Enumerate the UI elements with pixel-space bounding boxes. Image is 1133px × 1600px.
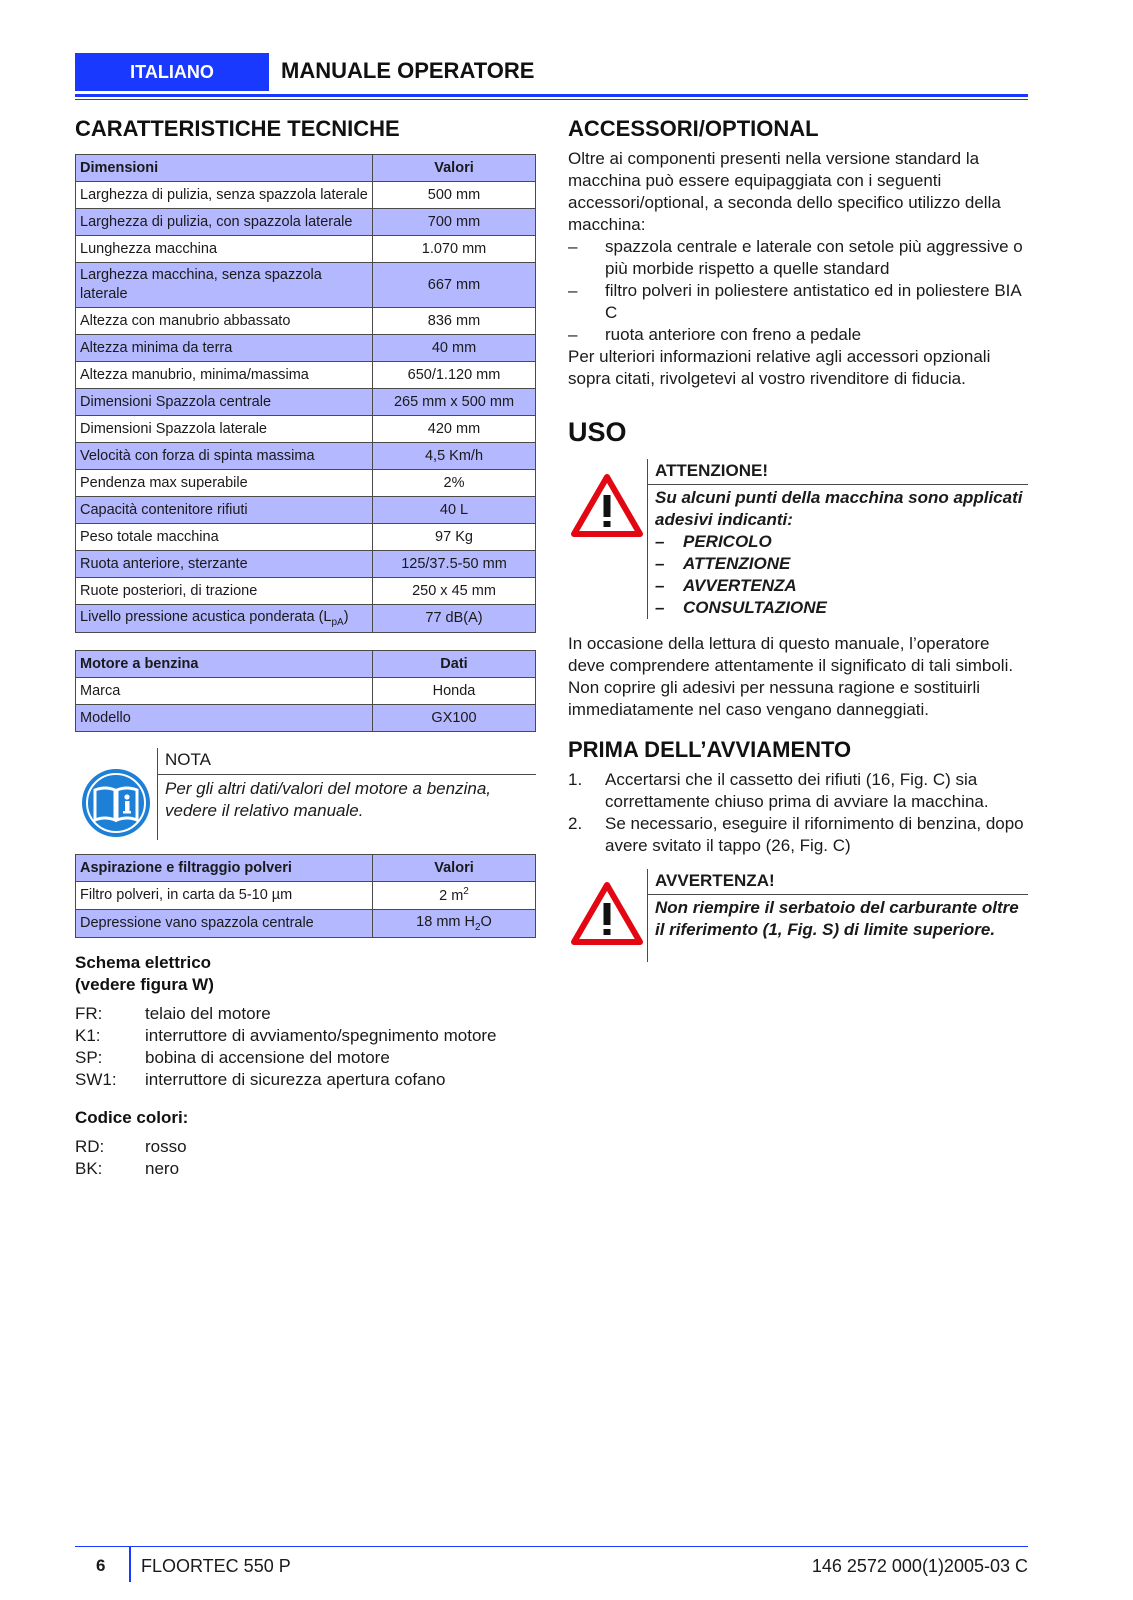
table-cell-label: Altezza manubrio, minima/massima <box>76 362 373 389</box>
list-item <box>568 236 1028 280</box>
table-row <box>76 551 536 578</box>
table-row <box>76 470 536 497</box>
list-item <box>655 575 1025 597</box>
legend-item <box>75 1136 536 1158</box>
table-cell-label: Larghezza di pulizia, senza spazzola laterale <box>76 182 373 209</box>
value-text: 2 m <box>439 887 464 904</box>
table-row <box>76 416 536 443</box>
list-item <box>568 324 1028 346</box>
table-cell-value: 4,5 Km/h <box>373 443 536 470</box>
table-cell-label: Altezza minima da terra <box>76 335 373 362</box>
legend-description: nero <box>145 1159 180 1179</box>
label-text-end: ) <box>343 609 349 626</box>
note-text: Per gli altri dati/valori del motore a benzina, vedere il relativo manuale. <box>165 778 491 820</box>
table-cell-value: 700 mm <box>373 209 536 236</box>
list-item-text: ruota anteriore con freno a pedale <box>605 325 862 345</box>
dust-header-col2: Valori <box>373 854 536 881</box>
warning-title: AVVERTENZA! <box>655 871 775 891</box>
note-box <box>75 748 536 840</box>
table-row <box>76 881 536 909</box>
list-item <box>568 280 1028 324</box>
table-row <box>76 389 536 416</box>
table-cell-value: 1.070 mm <box>373 236 536 263</box>
table-row <box>76 263 536 308</box>
wiring-title-line2: (vedere figura W) <box>75 975 214 995</box>
table-row <box>76 362 536 389</box>
value-text: 18 mm H <box>416 913 475 930</box>
dash-marker: – <box>568 325 578 345</box>
color-code-title: Codice colori: <box>75 1108 189 1128</box>
engine-header-col2: Dati <box>373 650 536 677</box>
table-cell-label: Filtro polveri, in carta da 5-10 µm <box>76 881 373 909</box>
dash-marker: – <box>655 575 665 595</box>
legend-description: interruttore di avviamento/spegnimento motore <box>145 1026 497 1046</box>
table-cell-value: 250 x 45 mm <box>373 578 536 605</box>
table-row <box>76 443 536 470</box>
warning-triangle-icon <box>571 881 643 945</box>
header-rule-thin <box>75 99 1028 100</box>
warning-text: Non riempire il serbatoio del carburante oltre il riferimento (1, Fig. S) di limite superiore. <box>655 898 1019 940</box>
accessories-list <box>568 236 1028 346</box>
list-item-text: ATTENZIONE <box>683 553 791 573</box>
section-heading-specs: CARATTERISTICHE TECNICHE <box>75 116 400 141</box>
color-code-list <box>75 1136 536 1180</box>
legend-item <box>75 1158 536 1180</box>
page-number: 6 <box>96 1556 106 1575</box>
dash-marker: – <box>655 553 665 573</box>
legend-code: K1: <box>75 1026 101 1046</box>
label-text: Livello pressione acustica ponderata (L <box>80 609 332 626</box>
wiring-list <box>75 1003 536 1091</box>
footer-rule <box>75 1546 1028 1547</box>
language-tab: ITALIANO <box>75 53 269 91</box>
table-row <box>76 704 536 731</box>
right-column <box>568 116 1028 962</box>
table-cell-label: Velocità con forza di spinta massima <box>76 443 373 470</box>
dust-table <box>75 854 536 938</box>
wiring-title-line1: Schema elettrico <box>75 952 212 972</box>
table-row <box>76 497 536 524</box>
list-item-text: PERICOLO <box>683 531 772 551</box>
product-name: FLOORTEC 550 P <box>141 1556 291 1576</box>
table-cell-label: Dimensioni Spazzola centrale <box>76 389 373 416</box>
list-item-text: filtro polveri in poliestere antistatico ed in poliestere BIA C <box>605 281 1021 323</box>
wiring-diagram-legend <box>75 952 536 1092</box>
table-cell-value: 40 mm <box>373 335 536 362</box>
warning-title: ATTENZIONE! <box>655 460 769 480</box>
table-cell-value: 40 L <box>373 497 536 524</box>
list-item-text: spazzola centrale e laterale con setole più aggressive o più morbide rispetto a quelle standard <box>605 237 1023 279</box>
document-code: 146 2572 000(1)2005-03 C <box>811 1556 1028 1576</box>
table-cell-label: Dimensioni Spazzola laterale <box>76 416 373 443</box>
table-row <box>76 605 536 633</box>
uso-paragraph-1: In occasione della lettura di questo manuale, l’operatore deve comprendere attentamente il significato di tali simboli. <box>568 633 1014 675</box>
dash-marker: – <box>655 597 665 617</box>
table-cell-label: Modello <box>76 704 373 731</box>
warning-box-fuel <box>568 869 1028 962</box>
table-cell-label: Marca <box>76 677 373 704</box>
warning-triangle-icon <box>571 473 643 537</box>
legend-description: interruttore di sicurezza apertura cofano <box>145 1070 446 1090</box>
table-cell-value: 500 mm <box>373 182 536 209</box>
table-cell-value <box>373 881 536 909</box>
table-cell-value: Honda <box>373 677 536 704</box>
table-row <box>76 335 536 362</box>
table-cell-label: Depressione vano spazzola centrale <box>76 909 373 937</box>
note-title: NOTA <box>165 749 211 769</box>
step-number: 2. <box>568 814 583 834</box>
table-cell-value: 836 mm <box>373 308 536 335</box>
table-cell-value: 77 dB(A) <box>373 605 536 633</box>
legend-code: SW1: <box>75 1070 117 1090</box>
table-cell-label: Larghezza di pulizia, con spazzola laterale <box>76 209 373 236</box>
list-item-text: CONSULTAZIONE <box>683 597 827 617</box>
table-cell-value: 420 mm <box>373 416 536 443</box>
table-cell-label: Larghezza macchina, senza spazzola laterale <box>76 263 373 308</box>
table-cell-value: 125/37.5-50 mm <box>373 551 536 578</box>
warning-text: Su alcuni punti della macchina sono applicati adesivi indicanti: <box>655 487 1023 529</box>
legend-item <box>75 1069 536 1091</box>
legend-description: bobina di accensione del motore <box>145 1048 390 1068</box>
note-rule <box>157 774 536 775</box>
warning-text-block <box>655 487 1025 619</box>
warning-rule <box>647 484 1028 485</box>
list-item-text: AVVERTENZA <box>683 575 797 595</box>
warning-rule <box>647 894 1028 895</box>
warning-divider <box>647 869 648 962</box>
table-cell-value: 97 Kg <box>373 524 536 551</box>
legend-item <box>75 1003 536 1025</box>
dash-marker: – <box>655 531 665 551</box>
engine-table <box>75 650 536 732</box>
manual-info-icon <box>81 768 151 838</box>
step-number: 1. <box>568 770 583 790</box>
section-heading-uso: USO <box>568 417 627 448</box>
table-row <box>76 524 536 551</box>
spec-table-body <box>76 182 536 633</box>
table-row <box>76 209 536 236</box>
step-text: Se necessario, eseguire il rifornimento di benzina, dopo avere svitato il tappo (26, Fig. C) <box>605 814 1024 856</box>
warning-divider <box>647 459 648 619</box>
legend-code: FR: <box>75 1004 103 1024</box>
list-item <box>568 769 1028 813</box>
step-text: Accertarsi che il cassetto dei rifiuti (16, Fig. C) sia correttamente chiuso prima di avviare la macchina. <box>605 770 989 812</box>
list-item <box>655 531 1025 553</box>
table-cell-value: GX100 <box>373 704 536 731</box>
table-cell-label: Altezza con manubrio abbassato <box>76 308 373 335</box>
note-divider <box>157 748 158 840</box>
table-cell-label: Ruote posteriori, di trazione <box>76 578 373 605</box>
legend-description: telaio del motore <box>145 1004 271 1024</box>
table-cell-value <box>373 909 536 937</box>
section-heading-prima: PRIMA DELL’AVVIAMENTO <box>568 736 852 762</box>
table-cell-label: Lunghezza macchina <box>76 236 373 263</box>
value-subscript: 2 <box>474 921 481 933</box>
table-row <box>76 236 536 263</box>
legend-code: BK: <box>75 1159 103 1179</box>
label-subscript: pA <box>331 616 344 628</box>
footer-divider <box>129 1546 131 1582</box>
left-column <box>75 116 536 1180</box>
list-item <box>655 553 1025 575</box>
dash-marker: – <box>568 281 578 301</box>
table-row <box>76 909 536 937</box>
spec-header-col1: Dimensioni <box>76 155 373 182</box>
legend-code: RD: <box>75 1137 105 1157</box>
table-cell-label: Ruota anteriore, sterzante <box>76 551 373 578</box>
table-row <box>76 578 536 605</box>
uso-paragraph-2: Non coprire gli adesivi per nessuna ragione e sostituirli immediatamente nel caso vengano danneggiati. <box>568 677 980 719</box>
warning-label-list <box>655 531 1025 619</box>
list-item <box>655 597 1025 619</box>
table-cell-value: 2% <box>373 470 536 497</box>
legend-code: SP: <box>75 1048 103 1068</box>
legend-item <box>75 1025 536 1047</box>
color-code-legend <box>75 1107 536 1180</box>
table-cell-value: 667 mm <box>373 263 536 308</box>
table-cell-value: 265 mm x 500 mm <box>373 389 536 416</box>
spec-table <box>75 154 536 633</box>
startup-steps-list <box>568 769 1028 857</box>
dash-marker: – <box>568 237 578 257</box>
table-cell-label: Capacità contenitore rifiuti <box>76 497 373 524</box>
accessories-intro: Oltre ai componenti presenti nella versione standard la macchina può essere equipaggiata con i seguenti accessori/optional, a seconda dello specifico utilizzo della macchina: <box>568 149 1001 235</box>
section-heading-accessories: ACCESSORI/OPTIONAL <box>568 116 819 141</box>
accessories-outro: Per ulteriori informazioni relative agli accessori opzionali sopra citati, rivolgetevi al vostro rivenditore di fiducia. <box>568 347 991 389</box>
spec-header-col2: Valori <box>373 155 536 182</box>
table-cell-label: Pendenza max superabile <box>76 470 373 497</box>
header-rule <box>75 94 1028 97</box>
table-cell-label <box>76 605 373 633</box>
table-row <box>76 182 536 209</box>
table-row <box>76 308 536 335</box>
table-cell-label: Peso totale macchina <box>76 524 373 551</box>
list-item <box>568 813 1028 857</box>
value-text-end: O <box>480 913 492 930</box>
legend-item <box>75 1047 536 1069</box>
dust-header-col1: Aspirazione e filtraggio polveri <box>76 854 373 881</box>
table-cell-value: 650/1.120 mm <box>373 362 536 389</box>
value-superscript: 2 <box>463 885 469 897</box>
warning-box-attention <box>568 459 1028 619</box>
table-row <box>76 677 536 704</box>
document-title: MANUALE OPERATORE <box>281 58 535 83</box>
engine-header-col1: Motore a benzina <box>76 650 373 677</box>
legend-description: rosso <box>145 1137 187 1157</box>
